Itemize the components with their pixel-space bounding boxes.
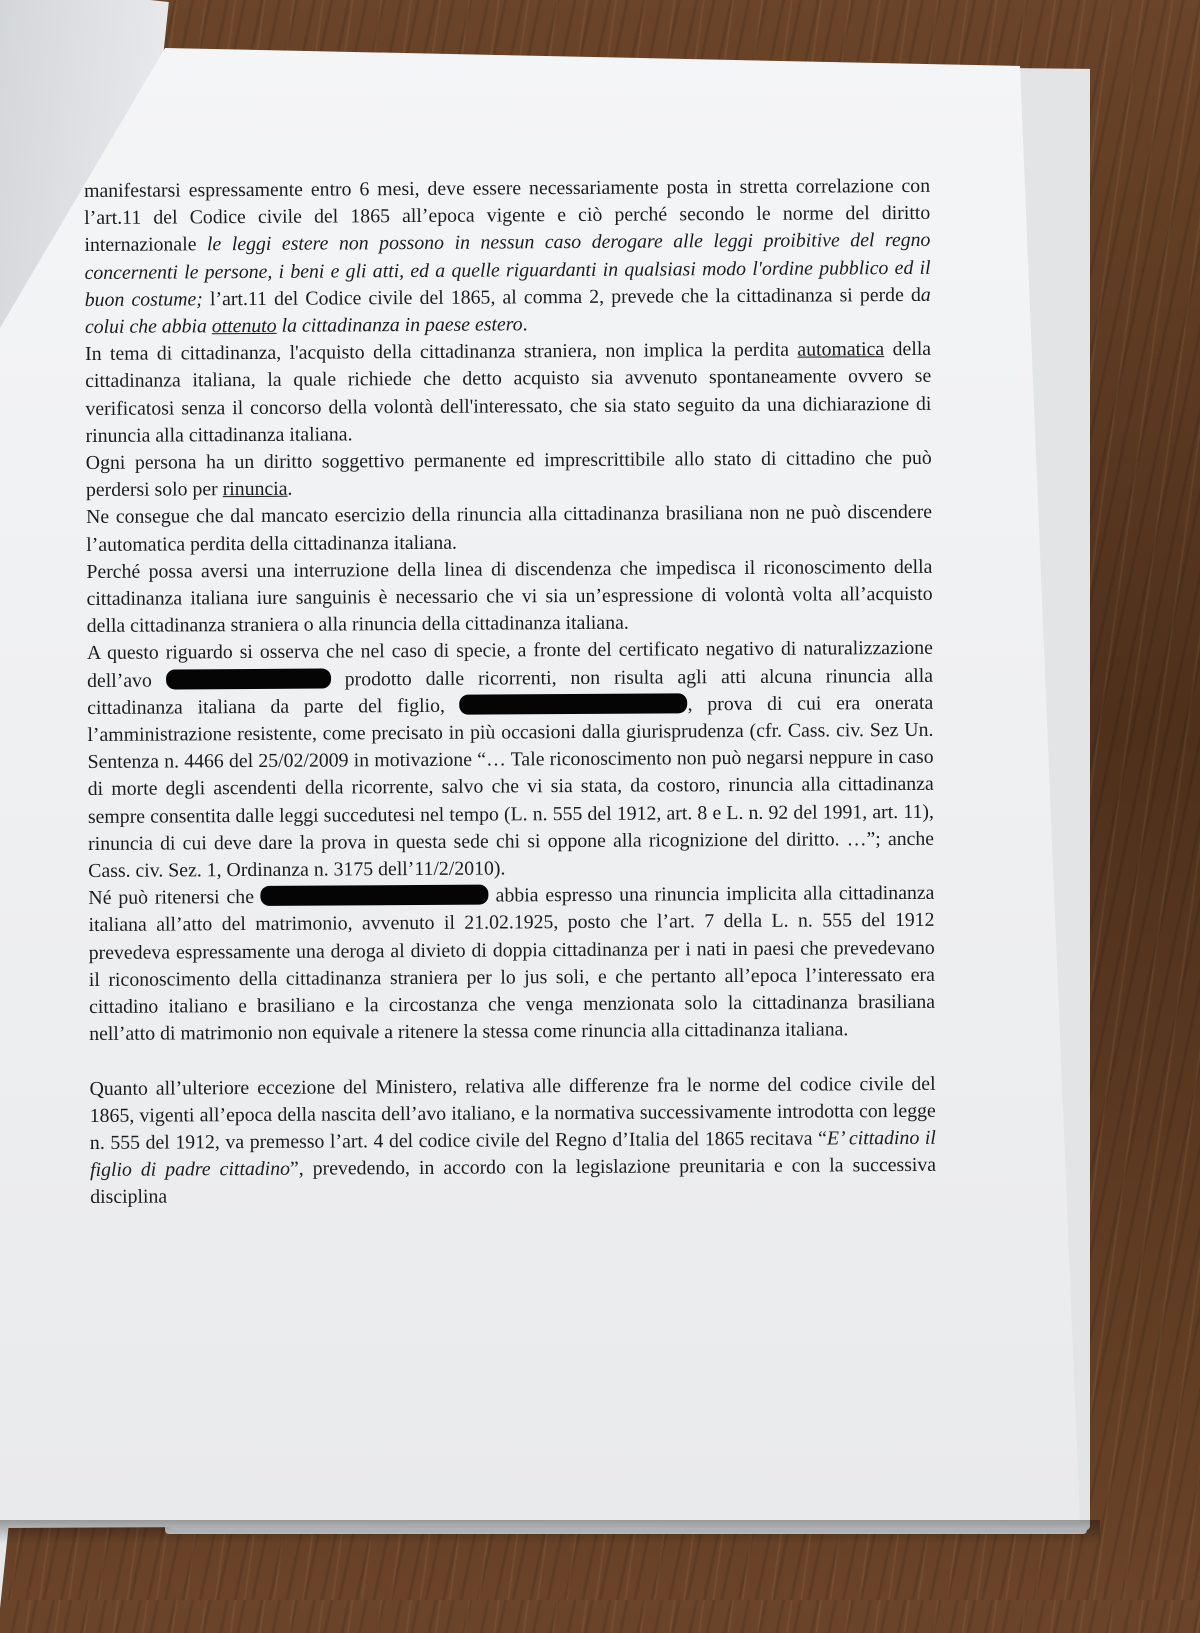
text-segment: le leggi estere non possono in nessun caso derogare alle leggi proibitive del regno concernenti le persone, i beni e gli atti, ed a quelle riguardanti in qualsiasi modo l'ordine pubblico ed il buon costume; (84, 229, 931, 311)
paragraph (89, 1070, 936, 1211)
text-segment: automatica (797, 338, 885, 361)
paragraph (85, 336, 932, 450)
text-segment: manifestarsi espressamente entro 6 mesi, deve essere necessariamente posta in stretta correlazione con l’art.11 del Codice civile del 1865 all’epoca vigente e ciò perché secondo le norme del diritto internazionale (84, 174, 931, 257)
text-segment: Ogni persona ha un diritto soggettivo permanente ed imprescrittibile allo stato di cittadino che può perdersi solo per (85, 446, 932, 502)
text-segment: la cittadinanza in paese estero (276, 313, 523, 337)
text-segment: E’ cittadino il figlio di padre cittadino (89, 1126, 936, 1182)
text-segment: ottenuto (211, 314, 277, 338)
paragraph (87, 635, 934, 885)
text-segment: prodotto dalle ricorrenti, non risulta agli atti alcuna rinuncia alla cittadinanza italiana da parte del figlio, (87, 664, 934, 719)
paragraph (84, 173, 931, 341)
text-segment: Perché possa aversi una interruzione della linea di discendenza che impedisca il riconoscimento della cittadinanza italiana iure sanguinis è necessario che vi sia un’espressione di volontà volta all’acquisto della cittadinanza straniera o alla rinuncia della cittadinanza italiana. (86, 555, 933, 638)
paragraph (86, 445, 932, 505)
redaction-bar (166, 668, 331, 689)
text-segment: . (522, 313, 528, 336)
paragraph (86, 499, 932, 559)
page-shadow (0, 1520, 1100, 1544)
text-segment: . (287, 477, 293, 500)
document-body (84, 173, 936, 1212)
text-segment: ”, prevedendo, in accordo con la legislazione preunitaria e con la successiva disciplina (90, 1153, 937, 1209)
text-segment: Quanto all’ulteriore eccezione del Ministero, relativa alle differenze fra le norme del codice civile del 1865, vigenti all’epoca della nascita dell’avo italiano, e la normativa successivamente introdotta con legge n. 555 del 1912, va premesso l’art. 4 del codice civile del Regno d’Italia del 1865 recitava “ (89, 1072, 936, 1154)
redaction-bar (261, 885, 489, 906)
text-segment: l’art.11 del Codice civile del 1865, al comma 2, prevede che la cittadinanza si perde d (202, 283, 921, 311)
paragraph (86, 554, 932, 641)
text-segment: Ne consegue che dal mancato esercizio della rinuncia alla cittadinanza brasiliana non ne può discendere l’automatica perdita della cittadinanza italiana. (86, 501, 933, 556)
text-segment: della cittadinanza italiana, la quale richiede che detto acquisto sia avvenuto spontaneamente ovvero se verificatosi senza il concorso della volontà dell'interessato, che sia stato seguito da una dichiarazione di rinuncia alla cittadinanza italiana. (85, 338, 932, 447)
paragraph (88, 880, 935, 1048)
text-segment: a colui che abbia (84, 283, 931, 339)
text-segment: A questo riguardo si osserva che nel caso di specie, a fronte del certificato negativo di naturalizzazione dell’avo (86, 637, 933, 692)
text-segment: In tema di cittadinanza, l'acquisto della cittadinanza straniera, non implica la perdita (85, 338, 798, 366)
redaction-bar (460, 693, 688, 714)
text-segment: abbia espresso una rinuncia implicita alla cittadinanza italiana all’atto del matrimonio, avvenuto il 21.02.1925, posto che l’art. 7 della L. n. 555 del 1912 prevedeva espressamente una deroga al divieto di doppia cittadinanza per i nati in paesi che prevedevano il riconoscimento della cittadinanza straniera per lo jus soli, e che pertanto all’epoca l’interessato era cittadino italiano e brasiliano e la circostanza che venga menzionata solo la cittadinanza brasiliana nell’atto di matrimonio non equivale a ritenere la stessa come rinuncia alla cittadinanza italiana. (88, 882, 936, 1046)
text-segment: Né può ritenersi che (88, 886, 261, 910)
text-segment: , prova di cui era onerata l’amministrazione resistente, come precisato in più occasioni dalla giurisprudenza (cfr. Cass. civ. Sez Un. Sentenza n. 4466 del 25/02/2009 in motivazione “… Tale riconoscimento non può negarsi neppure in caso di morte degli ascendenti della ricorrente, salvo che vi sia stata, da costoro, rinuncia alla cittadinanza sempre consentita dalle leggi succedutesi nel tempo (L. n. 555 del 1912, art. 8 e L. n. 92 del 1991, art. 11), rinuncia di cui deve dare la prova in questa sede chi si oppone alla ricognizione del diritto. …”; anche Cass. civ. Sez. 1, Ordinanza n. 3175 dell’11/2/2010). (87, 691, 935, 883)
text-segment: rinuncia (222, 477, 288, 501)
